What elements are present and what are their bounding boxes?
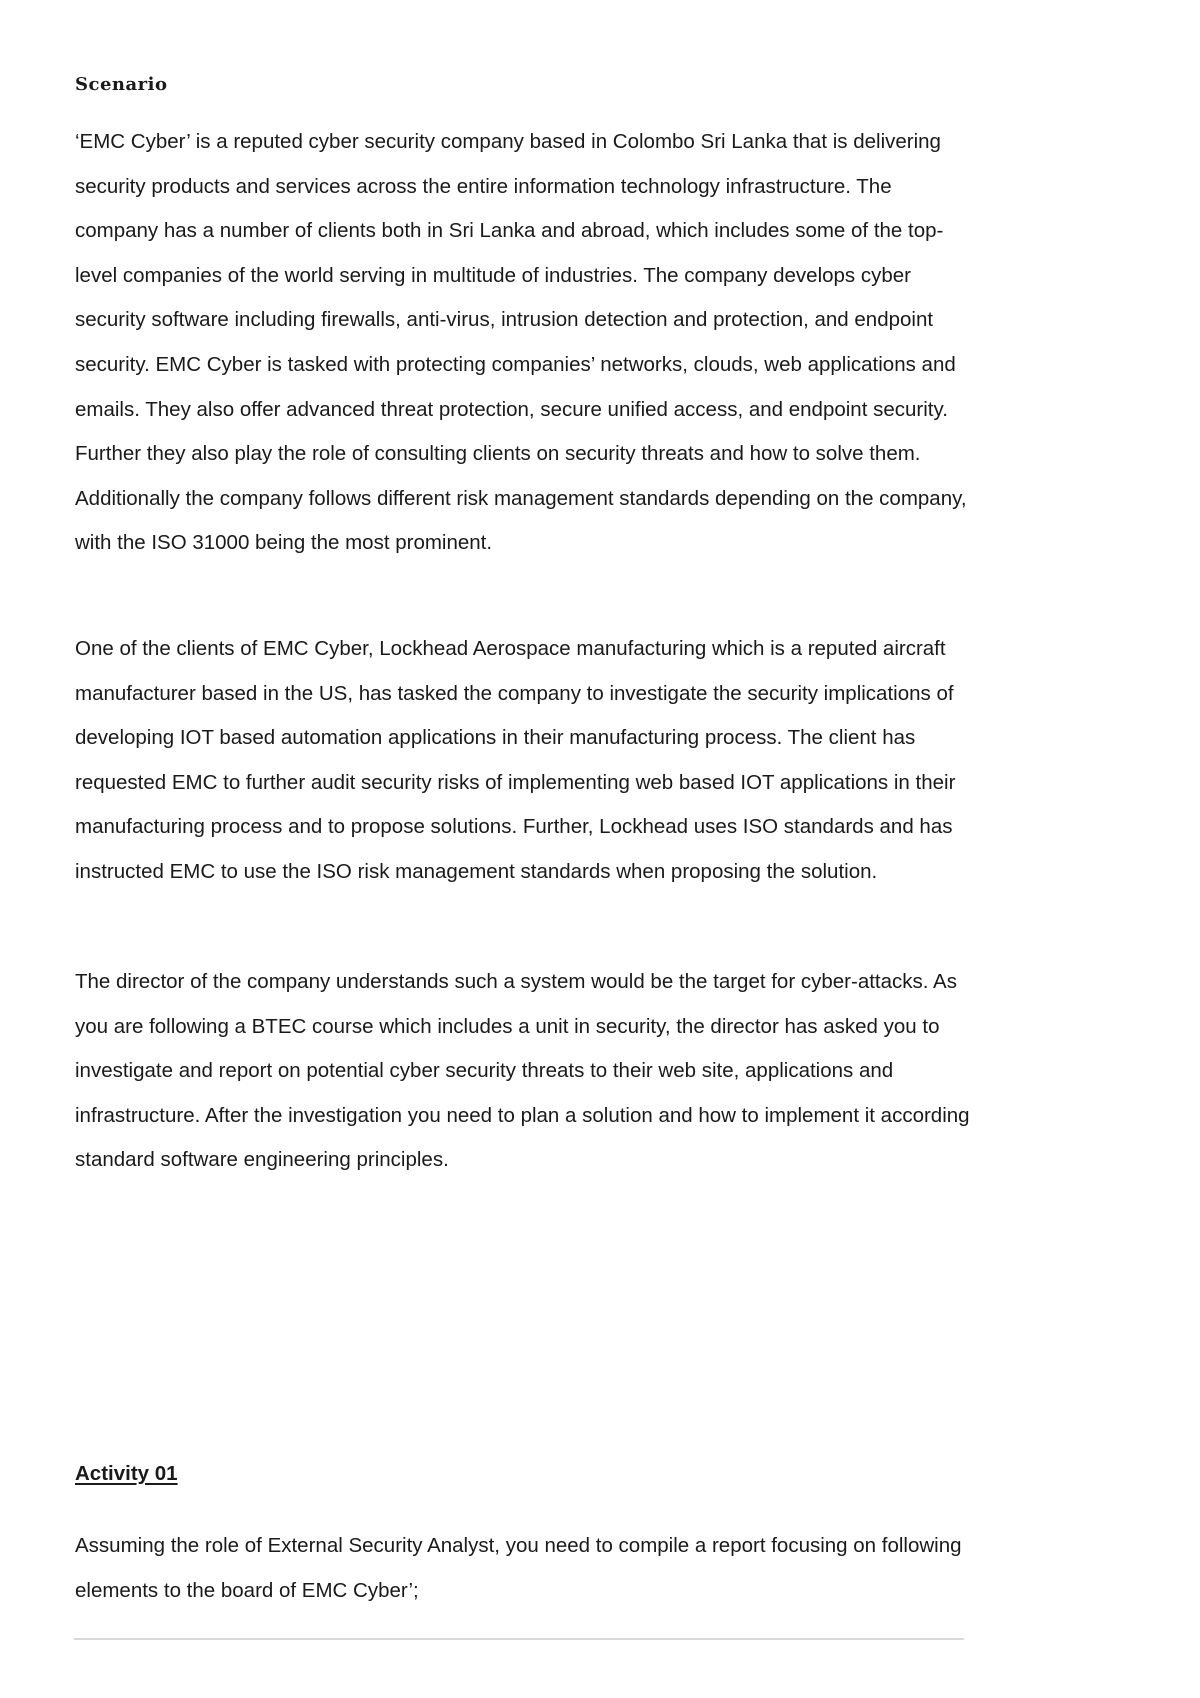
footer-divider bbox=[74, 1638, 964, 1640]
scenario-paragraph-3: The director of the company understands such a system would be the target for cyber-attacks. As you are following a BTEC course which includes a unit in security, the director has asked you to investigate and report on potential cyber security threats to their web site, applications and infrastructure. After the investigation you need to plan a solution and how to implement it according standard software engineering principles. bbox=[75, 970, 970, 1172]
scenario-paragraph-2: One of the clients of EMC Cyber, Lockhead Aerospace manufacturing which is a reputed aircraft manufacturer based in the US, has tasked the company to investigate the security implications of developing IOT based automation applications in their manufacturing process. The client has requested EMC to further audit security risks of implementing web based IOT applications in their manufacturing process and to propose solutions. Further, Lockhead uses ISO standards and has instructed EMC to use the ISO risk management standards when proposing the solution. bbox=[75, 637, 956, 883]
activity-heading: Activity 01 bbox=[75, 1462, 178, 1485]
scenario-heading: Scenario bbox=[75, 74, 168, 95]
activity-paragraph: Assuming the role of External Security Analyst, you need to compile a report focusing on following elements to the board of EMC Cyber’; bbox=[75, 1534, 962, 1602]
scenario-paragraph-1: ‘EMC Cyber’ is a reputed cyber security company based in Colombo Sri Lanka that is delivering security products and services across the entire information technology infrastructure. The company has a number of clients both in Sri Lanka and abroad, which includes some of the top-level companies of the world serving in multitude of industries. The company develops cyber security software including firewalls, anti-virus, intrusion detection and protection, and endpoint security. EMC Cyber is tasked with protecting companies’ networks, clouds, web applications and emails. They also offer advanced threat protection, secure unified access, and endpoint security. Further they also play the role of consulting clients on security threats and how to solve them. Additionally the company follows different risk management standards depending on the company, with the ISO 31000 being the most prominent. bbox=[75, 130, 967, 555]
